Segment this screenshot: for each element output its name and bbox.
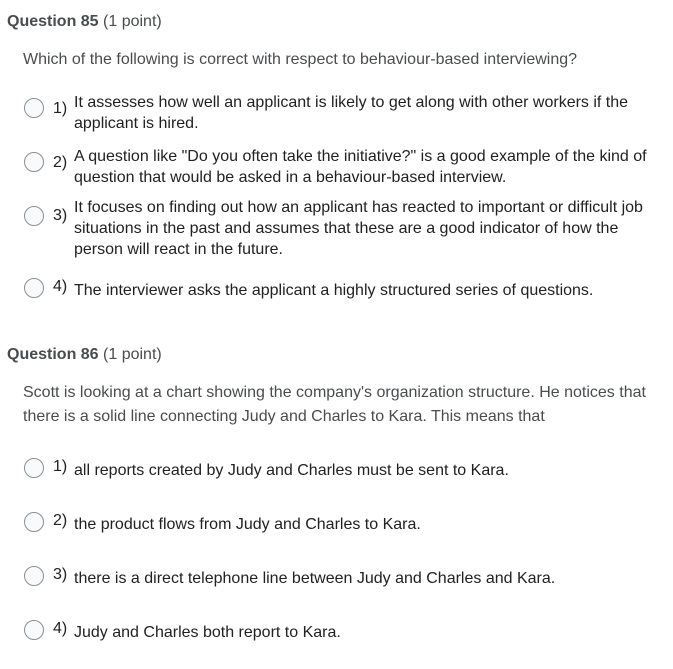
- radio-button[interactable]: [24, 512, 44, 532]
- radio-button[interactable]: [24, 152, 44, 172]
- option-number: 3): [53, 566, 68, 583]
- answer-option-2[interactable]: [24, 512, 670, 542]
- answer-option-3[interactable]: [24, 566, 670, 596]
- option-number: 2): [53, 154, 68, 171]
- question-text: Which of the following is correct with respect to behaviour-based interviewing?: [23, 51, 578, 68]
- question-number: Question 86: [7, 346, 99, 363]
- question-points: (1 point): [103, 13, 162, 30]
- option-text: It focuses on finding out how an applicant has reacted to important or difficult job situations in the past and assumes that these are a good indicator of how the person will react in the future.: [74, 199, 643, 258]
- answer-option-1[interactable]: [24, 458, 670, 488]
- radio-button[interactable]: [24, 278, 44, 298]
- option-number: 1): [53, 458, 68, 475]
- answer-option-4[interactable]: [24, 620, 670, 650]
- option-text: Judy and Charles both report to Kara.: [74, 624, 341, 641]
- option-text: The interviewer asks the applicant a highly structured series of questions.: [74, 282, 594, 299]
- radio-button[interactable]: [24, 620, 44, 640]
- answer-option-2[interactable]: [24, 146, 670, 186]
- question-header: [7, 13, 162, 31]
- radio-button[interactable]: [24, 458, 44, 478]
- question-points: (1 point): [103, 346, 162, 363]
- radio-button[interactable]: [24, 98, 44, 118]
- radio-button[interactable]: [24, 566, 44, 586]
- question-header: [7, 346, 162, 364]
- option-number: 3): [53, 207, 68, 224]
- option-text: A question like "Do you often take the initiative?" is a good example of the kind of question that would be asked in a behaviour-based interview.: [74, 148, 647, 186]
- question-number: Question 85: [7, 13, 99, 30]
- answer-option-1[interactable]: [24, 92, 670, 132]
- option-text: there is a direct telephone line between Judy and Charles and Kara.: [74, 570, 556, 587]
- option-text: It assesses how well an applicant is likely to get along with other workers if the applicant is hired.: [74, 94, 629, 132]
- option-number: 4): [53, 278, 68, 295]
- option-number: 1): [53, 100, 68, 117]
- option-number: 2): [53, 512, 68, 529]
- radio-button[interactable]: [24, 206, 44, 226]
- option-text: the product flows from Judy and Charles to Kara.: [74, 516, 421, 533]
- question-text: Scott is looking at a chart showing the company's organization structure. He notices that there is a solid line connecting Judy and Charles to Kara. This means that: [23, 384, 646, 425]
- option-number: 4): [53, 620, 68, 637]
- answer-option-4[interactable]: [24, 278, 670, 308]
- option-text: all reports created by Judy and Charles must be sent to Kara.: [74, 462, 509, 479]
- answer-option-3[interactable]: [24, 197, 670, 258]
